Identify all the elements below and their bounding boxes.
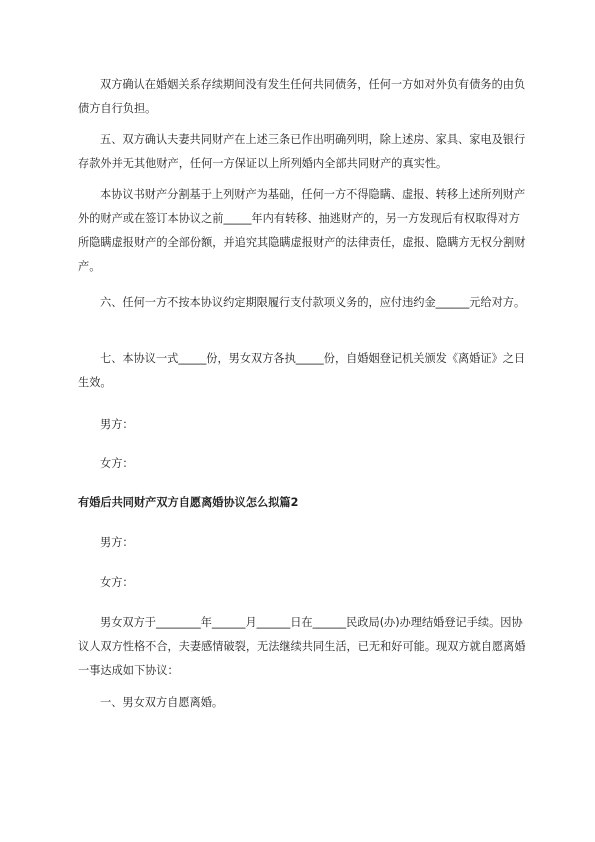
signature-female-label: 女方：	[100, 457, 134, 470]
section-male-label: 男方：	[100, 536, 134, 549]
paragraph-item-six: 六、任何一方不按本协议约定期限履行支付款项义务的，应付违约金______元给对方。	[100, 296, 526, 309]
section-female-label: 女方：	[100, 576, 134, 589]
paragraph-item-five: 五、双方确认夫妻共同财产在上述三条已作出明确列明，除上述房、家具、家电及银行存款外并无其他财产，任何一方保证以上所列婚内全部共同财产的真实性。	[78, 133, 526, 170]
paragraph-item-seven: 七、本协议一式_____份，男女双方各执_____份，自婚姻登记机关颁发《离婚证》之日生效。	[78, 352, 526, 389]
signature-male-label: 男方：	[100, 418, 134, 431]
section-title: 有婚后共同财产双方自愿离婚协议怎么拟篇2	[78, 496, 299, 509]
paragraph-marriage-registration: 男女双方于________年______月______日在______民政局(办)办理结婚登记手续。因协议人双方性格不合，夫妻感情破裂，无法继续共同生活，已无和好可能。现双方就自愿离婚一事达成如下协议：	[78, 616, 526, 677]
paragraph-no-joint-debt: 双方确认在婚姻关系存续期间没有发生任何共同债务，任何一方如对外负有债务的由负债方自行负担。	[78, 78, 526, 115]
paragraph-property-division: 本协议书财产分割基于上列财产为基础，任何一方不得隐瞒、虚报、转移上述所列财产外的财产或在签订本协议之前_____年内有转移、抽逃财产的，另一方发现后有权取得对方所隐瞒虚报财产的全部份额，并追究其隐瞒虚报财产的法律责任，虚报、隐瞒方无权分割财产。	[78, 188, 526, 273]
paragraph-item-one: 一、男女双方自愿离婚。	[100, 696, 224, 709]
